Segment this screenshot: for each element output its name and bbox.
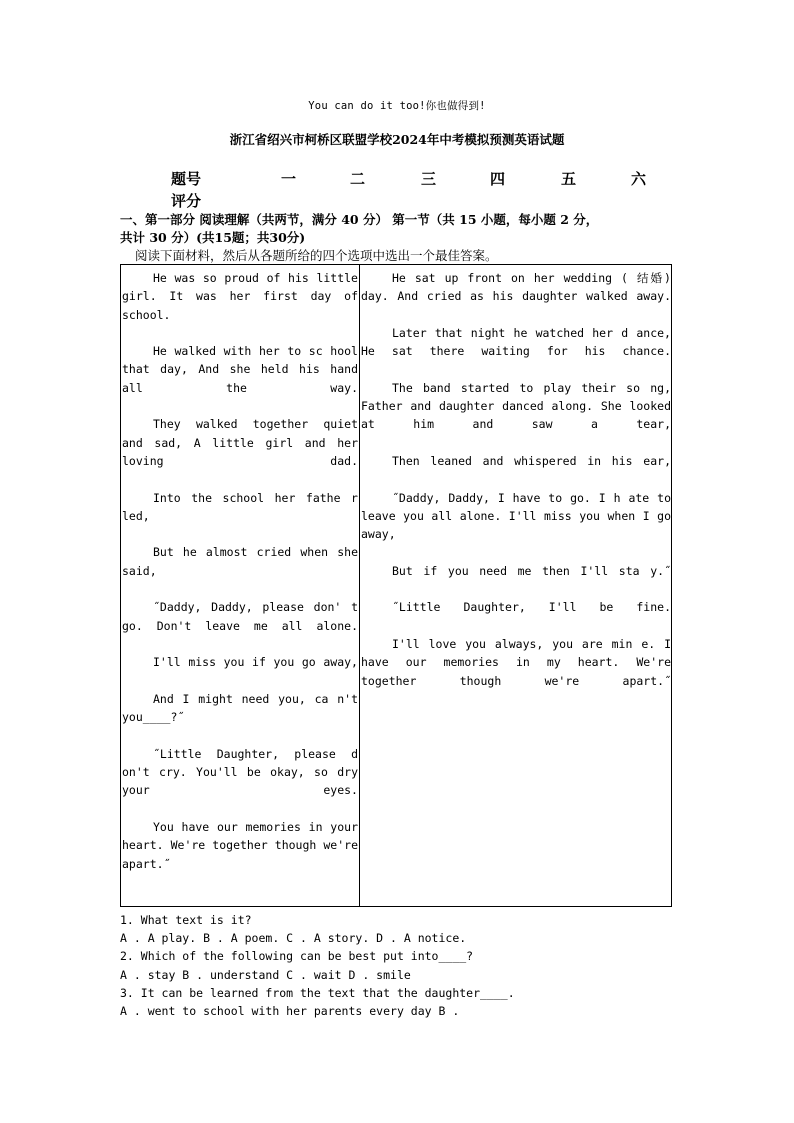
score-col-5: 五: [561, 170, 577, 188]
stanza-first-line: He sat up front on her wedding (: [392, 271, 628, 285]
poem-stanza-left: [122, 745, 358, 800]
stanza-rest-text: your heart. We're together though we're apart.˝: [122, 819, 358, 871]
poem-stanza-left: [122, 543, 358, 580]
stanza-first-line: But if you need me then I'll sta: [392, 563, 640, 578]
score-header-label: 题号: [171, 170, 202, 188]
poem-stanza-left: [122, 598, 358, 635]
poem-stanza-left: [122, 342, 358, 397]
poem-stanza-right: [361, 489, 671, 544]
score-table-header: [0, 168, 794, 188]
score-col-1: 一: [281, 170, 297, 188]
poem-stanza-right: [361, 379, 671, 434]
poem-table: [120, 264, 672, 907]
stanza-first-line: ˝Little Daughter, please d: [153, 746, 358, 761]
stanza-first-line: The band started to play their so: [392, 380, 641, 395]
poem-stanza-left: [122, 653, 358, 671]
section-heading-line-1: 一、第一部分 阅读理解（共两节，满分 40 分） 第一节（共 15 小题，每小题 2 分，: [120, 212, 599, 227]
poem-stanza-left: [122, 489, 358, 526]
question-3: 3. It can be learned from the text that the daughter____.: [120, 985, 515, 1000]
stanza-first-line: But he almost cried when: [153, 545, 329, 560]
poem-left-column: [122, 269, 358, 891]
stanza-first-line: Later that night he watched her d: [392, 325, 629, 340]
poem-stanza-right: [361, 562, 671, 580]
score-col-4: 四: [490, 170, 506, 188]
column-divider: [359, 265, 360, 906]
question-2: 2. Which of the following can be best put into____?: [120, 949, 474, 964]
stanza-first-line: ˝Daddy, Daddy, please don': [153, 600, 342, 615]
poem-stanza-right: [361, 324, 671, 361]
stanza-first-line: I'll miss you if you go: [153, 655, 316, 670]
stanza-rest-text: e. I have our memories in my heart. We're together though we're apart.˝: [361, 636, 671, 688]
stanza-rest-text: away,: [323, 655, 358, 670]
stanza-rest-text: ear,: [643, 453, 671, 468]
score-col-2: 二: [350, 170, 366, 188]
stanza-first-line: He walked with her to sc: [153, 344, 323, 359]
poem-stanza-left: [122, 690, 358, 727]
poem-stanza-left: [122, 269, 358, 324]
stanza-first-line: You have our memories in: [153, 819, 323, 834]
stanza-first-line: They walked together quiet: [153, 417, 358, 432]
page-motto: You can do it too!你也做得到!: [308, 100, 486, 112]
question-1: 1. What text is it?: [120, 913, 252, 927]
poem-stanza-right: [361, 452, 671, 470]
stanza-rest-text: t go. Don't leave me all alone.: [122, 600, 358, 633]
question-3-options: A . went to school with her parents every day B .: [120, 1004, 460, 1019]
stanza-rest-text: 结婚) day. And cried as his daughter walked away.: [361, 271, 671, 304]
exam-title: 浙江省绍兴市柯桥区联盟学校2024年中考模拟预测英语试题: [229, 132, 565, 147]
stanza-first-line: He was so proud of his: [153, 271, 309, 285]
stanza-rest-text: n't you____?˝: [122, 691, 358, 725]
question-1-options: A . A play. B . A poem. C . A story. D . A notice.: [120, 931, 467, 946]
stanza-first-line: Then leaned and whispered in his: [392, 453, 633, 468]
stanza-rest-text: and sad, A little girl and her loving dad.: [122, 435, 358, 468]
poem-stanza-right: [361, 269, 671, 306]
stanza-rest-text: ate to leave you all alone. I'll miss you when I go away,: [361, 490, 671, 542]
stanza-rest-text: y.˝: [650, 563, 671, 578]
score-col-6: 六: [631, 170, 647, 188]
poem-stanza-left: [122, 818, 358, 873]
stanza-first-line: ˝Little Daughter, I'll be fine.: [392, 600, 671, 615]
stanza-rest-text: she said,: [122, 545, 358, 578]
score-row-label: 评分: [171, 192, 202, 210]
section-heading-line-2: 共计 30 分）(共15题；共30分): [120, 230, 306, 245]
reading-instruction: 阅读下面材料，然后从各题所给的四个选项中选出一个最佳答案。: [135, 248, 498, 263]
stanza-first-line: ˝Daddy, Daddy, I have to go. I h: [392, 490, 621, 505]
stanza-first-line: I'll love you always, you are min: [392, 636, 633, 651]
stanza-rest-text: r led,: [122, 490, 358, 523]
poem-stanza-right: [361, 635, 671, 690]
poem-stanza-right: [361, 598, 671, 616]
stanza-rest-text: ance, He sat there waiting for his chance.: [361, 325, 671, 359]
section-heading: [120, 211, 680, 247]
stanza-rest-text: ng, Father and daughter danced along. She looked at him and saw a tear,: [361, 380, 671, 432]
poem-right-column: [361, 269, 671, 708]
question-list: [120, 911, 680, 1020]
score-col-3: 三: [421, 170, 437, 188]
stanza-rest-text: on't cry. You'll be okay, so dry your eyes.: [122, 765, 358, 798]
stanza-rest-text: little girl. It was her first day of school.: [122, 271, 358, 322]
question-2-options: A . stay B . understand C . wait D . smile: [120, 967, 411, 982]
stanza-rest-text: hool that day, And she held his hand all the way.: [122, 344, 358, 395]
stanza-first-line: And I might need you, ca: [153, 691, 329, 706]
stanza-first-line: Into the school her fathe: [153, 490, 341, 505]
poem-stanza-left: [122, 415, 358, 470]
